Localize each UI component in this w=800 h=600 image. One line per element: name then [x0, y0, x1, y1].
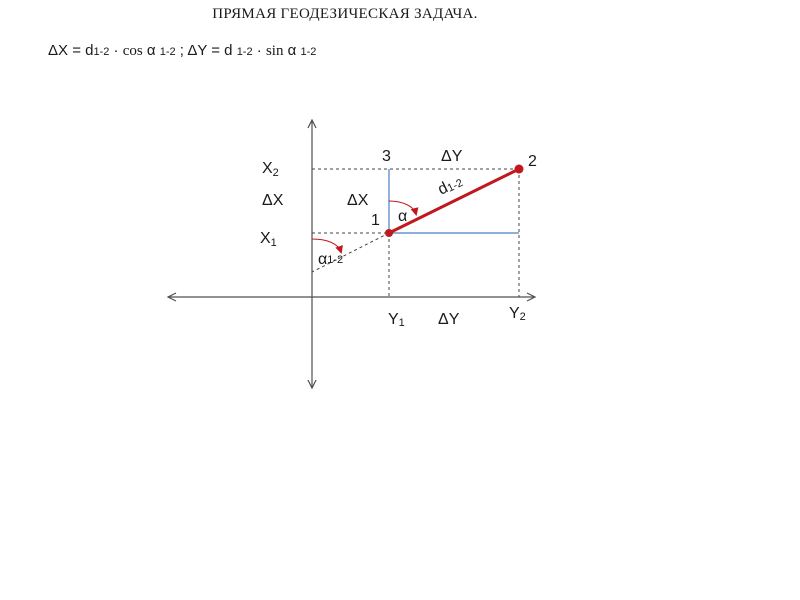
label-point-3: 3 — [382, 148, 391, 165]
formula-alpha1: α — [142, 42, 160, 59]
label-dx-left: ΔX — [262, 192, 284, 209]
formula-dx-op: · — [109, 42, 123, 59]
formula-sep: ; ΔY = d — [175, 42, 237, 59]
label-dy-bottom: ΔY — [438, 311, 460, 328]
label-x2: X2 — [262, 160, 279, 179]
label-alpha12: α1-2 — [318, 251, 344, 268]
label-y1: Y1 — [388, 311, 405, 329]
formula-alpha2-sub: 1-2 — [300, 46, 317, 58]
formula-cos: cos — [122, 43, 143, 59]
formula-alpha2: α — [283, 42, 301, 59]
label-alpha: α — [398, 208, 408, 225]
formula-sin: sin — [265, 43, 284, 59]
formula-dy-sub: 1-2 — [236, 46, 253, 58]
segment-d12 — [389, 169, 519, 233]
label-d12: d1-2 — [435, 176, 466, 199]
point-2-marker — [515, 165, 524, 174]
label-point-2: 2 — [528, 153, 537, 170]
label-x1: X1 — [260, 230, 277, 249]
label-y2: Y2 — [509, 305, 526, 323]
formula-alpha1-sub: 1-2 — [159, 46, 176, 58]
point-1-marker — [385, 229, 393, 237]
label-point-1: 1 — [371, 212, 380, 229]
formula-dx-left: ΔX = d — [48, 42, 94, 59]
page-title: ПРЯМАЯ ГЕОДЕЗИЧЕСКАЯ ЗАДАЧА. — [212, 6, 478, 22]
label-dy-top: ΔY — [441, 148, 463, 165]
label-dx-mid: ΔX — [347, 192, 369, 209]
formula-dy-op: · — [252, 42, 266, 59]
formula-dx-sub: 1-2 — [93, 46, 110, 58]
